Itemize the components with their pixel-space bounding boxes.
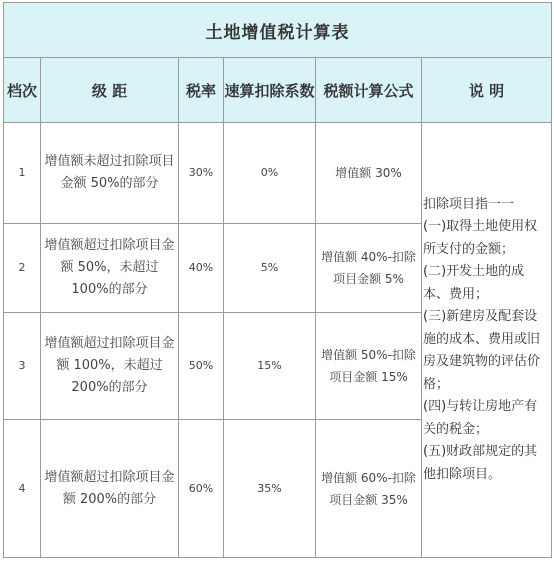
note-cell: [422, 123, 552, 558]
header-level: 档次: [4, 58, 41, 123]
deduction-cell: 35%: [224, 420, 316, 558]
deduction-cell: 5%: [224, 224, 316, 313]
header-note: 说 明: [422, 58, 552, 123]
table-title: 土地增值税计算表: [4, 3, 552, 58]
formula-cell: 增值额 50%-扣除项目金额 15%: [316, 313, 422, 420]
note-line: (二)开发土地的成本、费用；: [423, 264, 525, 302]
note-line: (五)财政部规定的其他扣除项目。: [423, 444, 538, 482]
formula-cell: 增值额 30%: [316, 123, 422, 224]
level-cell: 4: [4, 420, 41, 558]
header-deduction: 速算扣除系数: [224, 58, 316, 123]
range-cell: 增值额未超过扣除项目金额 50%的部分: [41, 123, 179, 224]
rate-cell: 60%: [179, 420, 224, 558]
table-row: [4, 123, 552, 224]
header-range: 级 距: [41, 58, 179, 123]
note-line: (三)新建房及配套设施的成本、费用或旧房及建筑物的评估价格；: [423, 309, 541, 392]
formula-cell: 增值额 60%-扣除项目金额 35%: [316, 420, 422, 558]
range-cell: 增值额超过扣除项目金额 100%，未超过200%的部分: [41, 313, 179, 420]
deduction-cell: 0%: [224, 123, 316, 224]
level-cell: 1: [4, 123, 41, 224]
formula-cell: 增值额 40%-扣除项目金额 5%: [316, 224, 422, 313]
header-formula: 税额计算公式: [316, 58, 422, 123]
rate-cell: 50%: [179, 313, 224, 420]
range-cell: 增值额超过扣除项目金额 200%的部分: [41, 420, 179, 558]
deduction-cell: 15%: [224, 313, 316, 420]
note-line: (一)取得土地使用权所支付的金额；: [423, 219, 538, 257]
rate-cell: 40%: [179, 224, 224, 313]
range-cell: 增值额超过扣除项目金额 50%，未超过100%的部分: [41, 224, 179, 313]
note-line: (四)与转让房地产有关的税金；: [423, 399, 538, 437]
note-line: 扣除项目指一一: [423, 196, 515, 212]
header-rate: 税率: [179, 58, 224, 123]
rate-cell: 30%: [179, 123, 224, 224]
level-cell: 3: [4, 313, 41, 420]
level-cell: 2: [4, 224, 41, 313]
land-vat-table: [3, 2, 552, 558]
